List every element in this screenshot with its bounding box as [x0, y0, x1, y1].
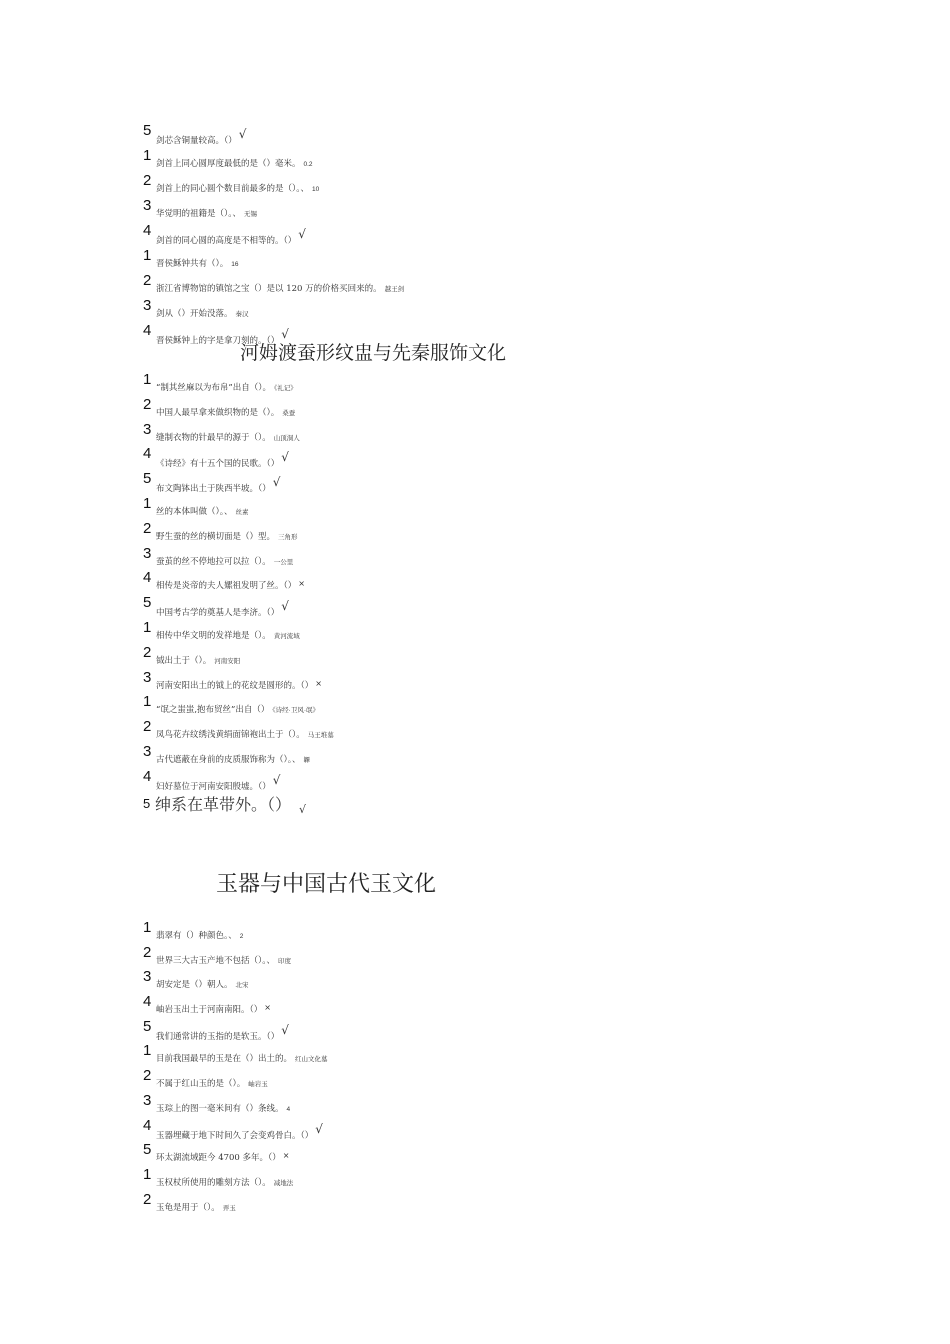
answer-text: 一公里	[273, 558, 294, 566]
question-item	[143, 122, 843, 153]
answer-text: 2	[239, 933, 244, 940]
question-text: 中国考古学的奠基人是李济。（） √	[156, 599, 289, 619]
question-number: 5	[143, 1141, 152, 1159]
answer-text: 丝素	[235, 508, 249, 516]
question-item	[143, 1067, 843, 1098]
question-text: 目前我国最早的玉是在（）出土的。 红山文化墓	[156, 1054, 328, 1065]
question-item	[143, 1042, 843, 1073]
answer-text: 黄河流域	[273, 632, 300, 640]
question-text: 缝制衣物的针最早的源于（）。 山顶洞人	[156, 432, 300, 443]
question-number: 3	[143, 420, 152, 438]
answer-text: 韠	[303, 756, 311, 764]
question-item	[143, 272, 843, 303]
question-number: 4	[143, 569, 152, 587]
check-mark-icon: √	[281, 450, 289, 465]
answer-text: 《诗经·卫风·氓》	[272, 707, 319, 715]
answer-text: 印度	[278, 957, 292, 965]
question-text: 玉权杖所使用的雕刻方法（）。 减地法	[156, 1177, 294, 1188]
question-item	[143, 919, 843, 950]
question-item	[143, 643, 843, 675]
question-number: 2	[143, 172, 152, 189]
section-silk-questions	[143, 371, 843, 799]
question-item	[143, 395, 843, 427]
section-title-jade: 玉器与中国古代玉文化	[216, 872, 437, 897]
question-text: 岫岩玉出土于河南南阳。（） ×	[156, 1003, 271, 1016]
question-number: 1	[143, 147, 152, 164]
check-mark-icon: √	[272, 475, 281, 490]
cross-mark-icon: ×	[315, 678, 322, 688]
answer-text: 4	[286, 1105, 291, 1113]
question-item	[143, 943, 843, 975]
question-item	[143, 420, 843, 452]
question-number: 2	[143, 1067, 152, 1085]
question-item	[143, 742, 843, 774]
question-text: 《诗经》有十五个国的民歌。（） √	[156, 450, 289, 470]
cross-mark-icon: ×	[282, 1151, 290, 1161]
question-text: 我们通常讲的玉指的是软玉。（） √	[156, 1022, 289, 1042]
question-text: 玉琮上的图一毫米间有（）条线。 4	[156, 1103, 291, 1114]
answer-text: 越王剑	[384, 286, 405, 293]
section-sword-questions	[143, 122, 843, 353]
question-number: 1	[143, 693, 152, 711]
question-number: 1	[143, 618, 152, 636]
question-text: 剑芯含铜量较高。（） √	[156, 127, 247, 146]
question-text: 玉器埋藏于地下时间久了会变鸡骨白。（） √	[156, 1121, 323, 1141]
answer-text: 《礼记》	[273, 385, 297, 392]
question-text: 布文陶钵出土于陕西半坡。（） √	[156, 475, 281, 495]
question-item	[143, 544, 843, 576]
question-number: 3	[143, 544, 152, 562]
question-item	[143, 668, 843, 700]
question-item	[143, 247, 843, 278]
question-number: 2	[143, 272, 152, 289]
question-item	[143, 494, 843, 526]
question-item	[143, 470, 843, 501]
question-number: 3	[143, 742, 152, 760]
question-item	[143, 1017, 843, 1049]
question-text: 古代遮蔽在身前的皮质服饰称为（）。、 韠	[156, 754, 311, 765]
question-text: 绅系在革带外。（） √	[155, 795, 307, 816]
check-mark-icon: √	[299, 803, 307, 816]
question-text: 蚕茧的丝不停地拉可以拉（）。 一公里	[156, 556, 294, 567]
answer-text: 减地法	[273, 1179, 294, 1187]
question-text: 胡安定是（）朝人。 北宋	[156, 980, 249, 991]
question-text: 剑首的同心圆的高度是不相等的。（） √	[156, 227, 306, 246]
question-number: 5	[143, 594, 152, 612]
answer-text: 马王堆墓	[307, 732, 334, 740]
question-item	[143, 618, 843, 650]
question-number: 1	[143, 919, 152, 936]
answer-text: 16	[231, 261, 239, 268]
question-number: 2	[143, 943, 152, 961]
question-text: 华觉明的祖籍是（）。、 无锡	[156, 209, 258, 219]
question-item	[143, 371, 843, 402]
section-jade-questions	[143, 919, 843, 1221]
question-text: 翡翠有（）种颜色。、 2	[156, 931, 244, 941]
question-item	[143, 993, 843, 1024]
answer-text: 10	[312, 186, 320, 193]
answer-text: 桑蚕	[282, 409, 296, 417]
question-number: 3	[143, 297, 152, 314]
question-text: 妇好墓位于河南安阳殷墟。（） √	[156, 772, 281, 792]
question-item	[143, 222, 843, 253]
question-item	[143, 968, 843, 999]
question-number: 4	[143, 322, 152, 339]
question-text: 相传中华文明的发祥地是（）。 黄河流域	[156, 630, 300, 641]
answer-text: 山顶洞人	[273, 434, 300, 442]
question-text: 丝的本体叫做（）。、 丝素	[156, 506, 249, 517]
question-item	[143, 1190, 843, 1222]
question-text: 野生蚕的丝的横切面是（）型。 三角形	[156, 531, 298, 542]
question-text: “氓之蚩蚩,抱布贸丝”出自（） 《诗经·卫风·氓》	[156, 705, 319, 716]
question-text: 相传是炎帝的夫人嫘祖发明了丝。（） ×	[156, 579, 305, 592]
answer-text: 河南安阳	[214, 657, 241, 665]
question-text: 中国人最早拿来做织物的是（）。 桑蚕	[156, 407, 296, 418]
check-mark-icon: √	[315, 1121, 323, 1136]
check-mark-icon: √	[298, 227, 306, 241]
question-number: 4	[143, 445, 152, 463]
question-number: 4	[143, 767, 152, 785]
question-number: 3	[143, 968, 152, 986]
question-number: 2	[143, 718, 152, 736]
question-text: 剑首上的同心圆个数目前最多的是（）。、 10	[156, 184, 320, 194]
question-item	[143, 594, 843, 625]
answer-text: 弄玉	[222, 1204, 236, 1212]
question-item	[143, 147, 843, 178]
check-mark-icon: √	[281, 599, 289, 614]
question-number: 1	[143, 371, 152, 388]
question-number: 2	[143, 1190, 152, 1208]
check-mark-icon: √	[281, 327, 289, 341]
question-number: 2	[143, 395, 152, 413]
answer-text: 0.2	[303, 161, 313, 168]
answer-text: 三角形	[278, 533, 298, 541]
cross-mark-icon: ×	[298, 579, 305, 589]
question-item	[143, 445, 843, 476]
answer-text: 岫岩玉	[248, 1081, 268, 1089]
question-text: 钺出土于（）。 河南安阳	[156, 655, 241, 666]
question-number: 3	[143, 1091, 152, 1109]
question-item	[143, 693, 843, 724]
question-item	[143, 794, 843, 819]
question-item	[143, 718, 843, 749]
question-number: 5	[143, 470, 152, 488]
question-number: 4	[143, 1116, 152, 1134]
question-number: 1	[143, 247, 152, 264]
question-item	[143, 1141, 843, 1172]
question-number: 1	[143, 1042, 152, 1060]
question-number: 1	[143, 1165, 152, 1183]
question-number: 5	[143, 122, 152, 139]
question-number: 1	[143, 494, 152, 512]
section-title-silk: 河姆渡蚕形纹盅与先秦服饰文化	[240, 342, 507, 364]
question-text: 晋侯稣钟上的字是拿刀刻的。（） √	[156, 327, 289, 346]
check-mark-icon: √	[238, 127, 247, 141]
check-mark-icon: √	[272, 772, 281, 787]
question-number: 2	[143, 519, 152, 537]
question-item	[143, 1116, 843, 1148]
question-item	[143, 519, 843, 551]
question-item	[143, 1091, 843, 1123]
question-number: 3	[143, 668, 152, 686]
answer-text: 秦汉	[235, 311, 249, 318]
question-text: 晋侯稣钟共有（）。 16	[156, 259, 239, 269]
question-text: “制其丝麻以为布帛”出自（）。 《礼记》	[156, 383, 297, 393]
question-item	[143, 172, 843, 203]
question-number: 2	[143, 643, 152, 661]
question-item	[143, 197, 843, 228]
question-number: 4	[143, 222, 152, 239]
question-text: 凤鸟花卉纹绣浅黄绢面锦袍出土于（）。 马王堆墓	[156, 730, 334, 741]
question-text: 剑首上同心圆厚度最低的是（）毫米。 0.2	[156, 159, 313, 169]
cross-mark-icon: ×	[264, 1003, 271, 1013]
answer-text: 红山文化墓	[295, 1056, 328, 1064]
question-number: 5	[143, 1017, 152, 1035]
question-item	[143, 297, 843, 328]
question-number: 5	[143, 796, 151, 811]
question-text: 不属于红山玉的是（）。 岫岩玉	[156, 1079, 268, 1090]
question-text: 环太湖流域距今 4700 多年。（） ×	[156, 1151, 290, 1164]
question-text: 世界三大古玉产地不包括（）。、 印度	[156, 955, 292, 966]
question-number: 4	[143, 993, 152, 1011]
question-item	[143, 569, 843, 600]
answer-text: 无锡	[244, 211, 258, 218]
question-text: 玉龟是用于（）。 弄玉	[156, 1202, 236, 1213]
question-item	[143, 1165, 843, 1197]
question-text: 浙江省博物馆的镇馆之宝（）是以 120 万的价格买回来的。 越王剑	[156, 284, 405, 294]
section-silk-last	[143, 794, 843, 819]
question-number: 3	[143, 197, 152, 214]
answer-text: 北宋	[235, 982, 249, 990]
question-text: 剑从（）开始没落。 秦汉	[156, 309, 249, 319]
check-mark-icon: √	[281, 1022, 289, 1037]
question-text: 河南安阳出土的钺上的花纹是圆形的。（） ×	[156, 678, 322, 691]
